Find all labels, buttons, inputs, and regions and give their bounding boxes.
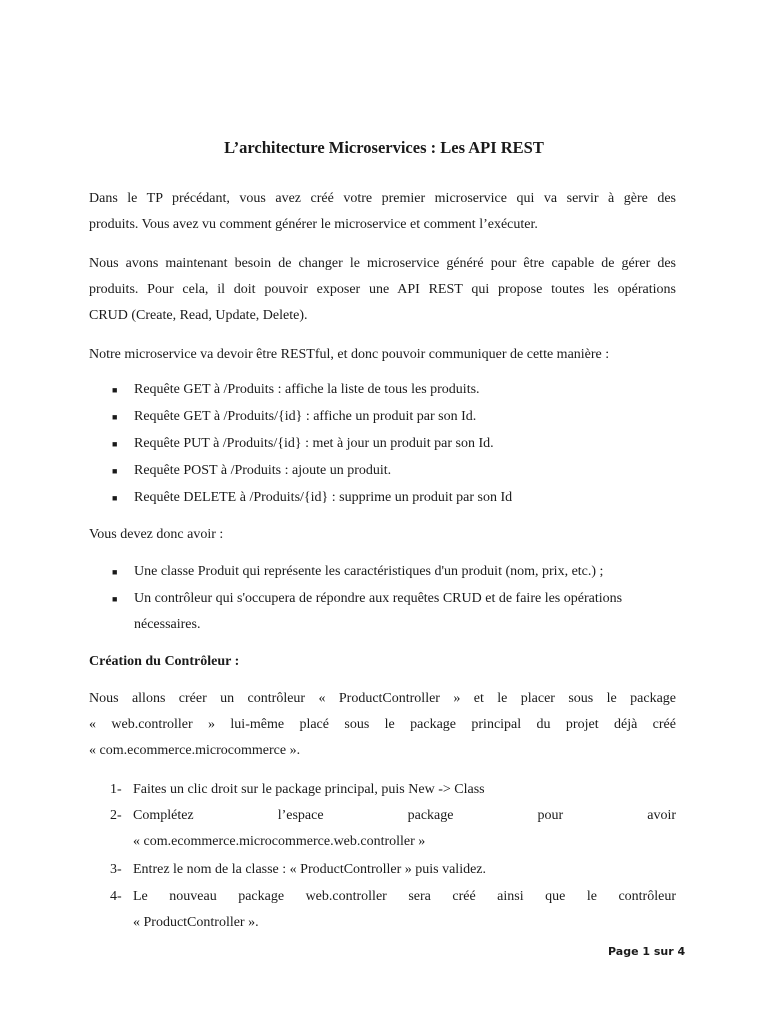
page-title: L’architecture Microservices : Les API REST	[224, 138, 544, 157]
bullet-icon: ■	[112, 594, 118, 604]
step-text: Faites un clic droit sur le package principal, puis New -> Class	[133, 782, 485, 797]
step-text: Entrez le nom de la classe : « ProductController » puis validez.	[133, 862, 487, 877]
bullet-icon: ■	[112, 493, 118, 503]
step-text-continuation: « com.ecommerce.microcommerce.web.controller »	[133, 834, 426, 849]
para2-line-3: CRUD (Create, Read, Update, Delete).	[89, 308, 308, 323]
step-number: 2-	[110, 808, 122, 823]
intro-line-2: produits. Vous avez vu comment générer le microservice et comment l’exécuter.	[89, 217, 538, 232]
para2-line-1: Nous avons maintenant besoin de changer le microservice généré pour être capable de gérer des	[89, 256, 676, 271]
para5-line-3: « com.ecommerce.microcommerce ».	[89, 743, 301, 758]
para5-line-2: « web.controller » lui-même placé sous le package principal du projet déjà créé	[89, 717, 676, 732]
bullet-icon: ■	[112, 385, 118, 395]
section-heading: Création du Contrôleur :	[89, 654, 240, 669]
step-text: Le nouveau package web.controller sera créé ainsi que le contrôleur	[133, 889, 676, 904]
intro-line-1: Dans le TP précédant, vous avez créé votre premier microservice qui va servir à gère des	[89, 191, 676, 206]
document-page: L’architecture Microservices : Les API REST Dans le TP précédant, vous avez créé votre premier microservice qui va servir à gère des produits. Vous avez vu comment générer le microservice et comment l’exécuter. Nous avons maintenant besoin de changer le microservice généré pour être capable de gérer des produits. Pour cela, il doit pouvoir exposer une API REST qui propose toutes les opérations CRUD (Create, Read, Update, Delete). Notre microservice va devoir être RESTful, et donc pouvoir communiquer de cette manière : ■ Requête GET à /Produits : affiche la liste de tous les produits. ■ Requête GET à /Produits/{id} : affiche un produit par son Id. ■ Requête PUT à /Produits/{id} : met à jour un produit par son Id. ■ Requête POST à /Produits : ajoute un produit. ■ Requête DELETE à /Produits/{id} : supprime un produit par son Id Vous devez donc avoir : ■ Une classe Produit qui représente les caractéristiques d'un produit (nom, prix, etc.) ; ■ Un contrôleur qui s'occupera de répondre aux requêtes CRUD et de faire les opérations nécessaires. Création du Contrôleur : Nous allons créer un contrôleur « ProductController » et le placer sous le package « web.controller » lui-même placé sous le package principal du projet déjà créé « com.ecommerce.microcommerce ». 1- Faites un clic droit sur le package principal, puis New -> Class 2- Complétez l’espace package pour avoir « com.ecommerce.microcommerce.web.controller » 3- Entrez le nom de la classe : « ProductController » puis validez. 4- Le nouveau package web.controller sera créé ainsi que le contrôleur « ProductController ». Page 1 sur 4	[0, 0, 768, 1024]
para2-line-2: produits. Pour cela, il doit pouvoir exposer une API REST qui propose toutes les opérations	[89, 282, 676, 297]
bullet-icon: ■	[112, 466, 118, 476]
step-number: 4-	[110, 889, 122, 904]
step-number: 1-	[110, 782, 122, 797]
bullet-icon: ■	[112, 412, 118, 422]
para5-line-1: Nous allons créer un contrôleur « ProductController » et le placer sous le package	[89, 691, 676, 706]
para4: Vous devez donc avoir :	[89, 527, 224, 542]
para3: Notre microservice va devoir être RESTful, et donc pouvoir communiquer de cette manière :	[89, 347, 610, 362]
step-text: Complétez l’espace package pour avoir	[133, 808, 676, 823]
bullet-icon: ■	[112, 567, 118, 577]
step-text-continuation: « ProductController ».	[133, 915, 259, 930]
page-number-footer: Page 1 sur 4	[608, 945, 686, 958]
step-number: 3-	[110, 862, 122, 877]
bullet-icon: ■	[112, 439, 118, 449]
